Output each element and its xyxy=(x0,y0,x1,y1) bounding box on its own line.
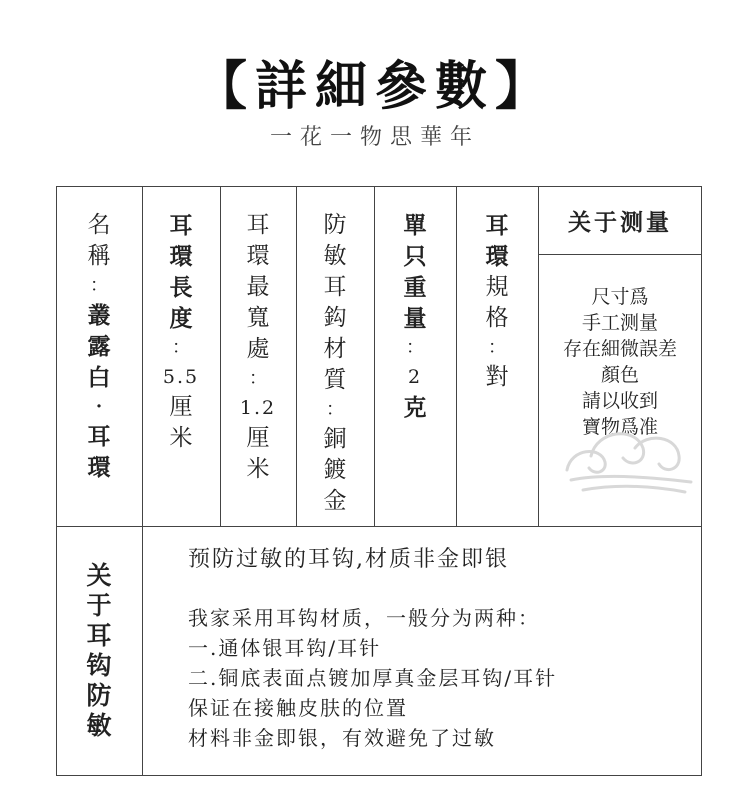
allergy-line: 我家采用耳钩材质，一般分为两种： xyxy=(188,606,540,630)
param-name-char: 稱 xyxy=(87,243,111,269)
measure-heading: 关于测量 xyxy=(568,208,672,236)
param-length-char: 長 xyxy=(169,274,193,301)
param-hook-material-char: 金 xyxy=(323,488,347,514)
param-hook-material-char: 銅 xyxy=(323,426,347,452)
param-length-char: 度 xyxy=(169,305,193,332)
param-width-char: 寬 xyxy=(246,305,270,331)
param-name-char: 名 xyxy=(87,212,111,238)
param-width-column xyxy=(220,186,296,526)
param-name-column xyxy=(56,186,142,526)
param-hook-material-char: ： xyxy=(326,399,344,420)
param-spec-char: 環 xyxy=(485,243,509,270)
param-spec-char: 格 xyxy=(485,305,509,331)
param-weight-char: 量 xyxy=(403,305,427,332)
param-length-char: 耳 xyxy=(169,212,193,239)
param-name-char: 露 xyxy=(87,333,111,360)
param-hook-material-char: 耳 xyxy=(323,274,347,300)
param-width-char: 處 xyxy=(246,336,270,362)
measure-notes xyxy=(538,284,702,440)
allergy-heading-char: 敏 xyxy=(86,711,112,740)
param-hook-material-char: 防 xyxy=(323,212,347,238)
param-width-char: 1.2 xyxy=(239,397,277,419)
measure-line: 請以收到 xyxy=(581,390,658,412)
param-name-char: ： xyxy=(90,275,108,296)
param-spec-char: 對 xyxy=(485,364,509,390)
param-length-char: 5.5 xyxy=(162,366,200,388)
param-width-char: 最 xyxy=(246,274,270,300)
allergy-line: 材料非金即银，有效避免了过敏 xyxy=(188,726,496,750)
allergy-heading-char: 防 xyxy=(86,681,112,710)
param-width-char: 環 xyxy=(246,243,270,269)
table-divider-middle xyxy=(56,526,702,527)
allergy-heading-char: 于 xyxy=(86,591,112,620)
param-spec-char: 規 xyxy=(485,274,509,300)
allergy-heading-char: 钩 xyxy=(86,651,112,680)
allergy-line: 一.通体银耳钩/耳针 xyxy=(188,636,382,660)
allergy-heading-char: 关 xyxy=(86,561,112,590)
param-spec-column xyxy=(456,186,538,526)
table-border-right xyxy=(701,186,702,776)
param-length-char: 米 xyxy=(169,425,193,451)
measure-line: 寶物爲准 xyxy=(581,416,658,438)
allergy-heading-char: 耳 xyxy=(86,621,112,650)
param-weight-char: ： xyxy=(406,337,424,358)
measure-line: 顏色 xyxy=(600,364,639,386)
param-hook-material-char: 鈎 xyxy=(323,305,347,331)
page-title: 【詳細參數】 xyxy=(194,56,555,117)
param-weight-column xyxy=(374,186,456,526)
parameter-table xyxy=(56,186,702,776)
param-hook-material-char: 鍍 xyxy=(323,457,347,483)
param-hook-material-char: 質 xyxy=(323,367,347,393)
allergy-headline: 预防过敏的耳钩,材质非金即银 xyxy=(188,547,509,572)
measure-line: 手工测量 xyxy=(581,312,658,334)
param-hook-material-char: 材 xyxy=(323,336,347,362)
param-width-char: ： xyxy=(249,368,267,389)
param-width-char: 耳 xyxy=(246,212,270,238)
param-weight-char: 克 xyxy=(403,394,427,421)
param-length-char: 環 xyxy=(169,243,193,270)
param-hook-material-column xyxy=(296,186,374,526)
param-weight-char: 單 xyxy=(403,212,427,239)
param-length-char: ： xyxy=(172,337,190,358)
measure-line: 尺寸爲 xyxy=(591,286,649,308)
param-name-char: · xyxy=(95,396,103,417)
param-width-char: 米 xyxy=(246,456,270,482)
param-spec-char: ： xyxy=(488,337,506,358)
table-border-bottom xyxy=(56,775,702,776)
allergy-line: 二.铜底表面点镀加厚真金层耳钩/耳针 xyxy=(188,666,558,690)
param-spec-char: 耳 xyxy=(485,212,509,239)
param-name-char: 耳 xyxy=(87,423,111,450)
measure-divider xyxy=(538,254,702,255)
param-width-char: 厘 xyxy=(246,425,270,451)
page-subtitle: 一花一物思華年 xyxy=(269,125,480,150)
param-length-column xyxy=(142,186,220,526)
param-name-char: 環 xyxy=(87,454,111,481)
param-weight-char: 2 xyxy=(407,366,423,388)
param-hook-material-char: 敏 xyxy=(323,243,347,269)
param-weight-char: 只 xyxy=(403,243,427,270)
param-name-char: 叢 xyxy=(87,302,111,329)
allergy-description xyxy=(188,542,688,753)
allergy-heading xyxy=(56,526,142,776)
measure-line: 存在細微誤差 xyxy=(562,338,677,360)
allergy-line: 保证在接触皮肤的位置 xyxy=(188,696,408,720)
param-length-char: 厘 xyxy=(169,394,193,420)
param-weight-char: 重 xyxy=(403,274,427,301)
param-name-char: 白 xyxy=(87,364,111,391)
cloud-ornament-icon xyxy=(561,418,697,498)
